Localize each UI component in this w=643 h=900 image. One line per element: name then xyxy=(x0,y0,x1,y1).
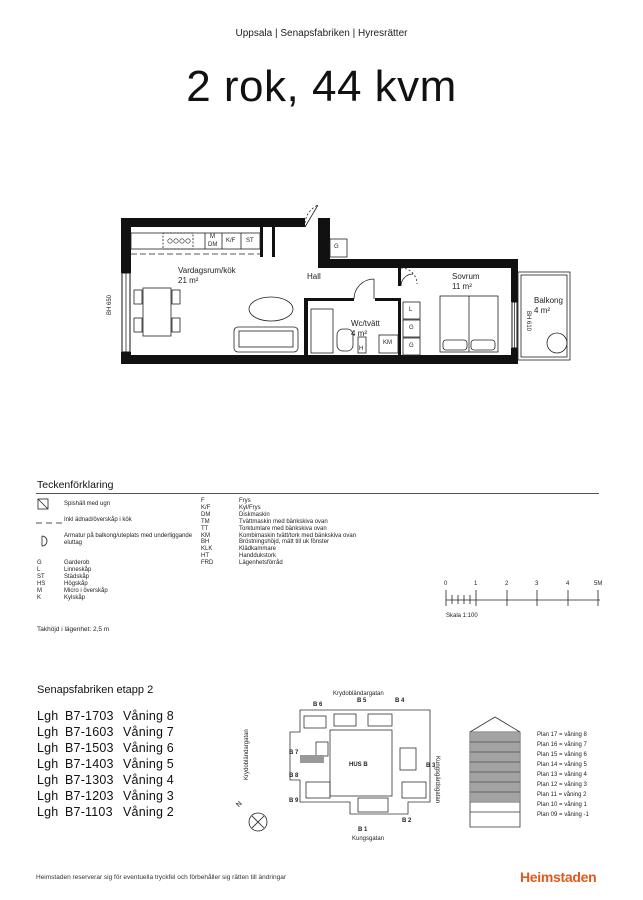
project-location: Uppsala | Senapsfabriken | Hyresrätter xyxy=(235,28,408,39)
scale-tick-5: 5M xyxy=(594,581,603,587)
highlighted-unit-marker xyxy=(300,755,324,763)
legend-right-code-row: KM Kombimaskin tvätt/tork med bänkskiva ovan xyxy=(201,532,357,539)
section-plan-list xyxy=(537,730,589,820)
unit-row: Lgh B7-1403 Våning 5 xyxy=(37,757,174,771)
legend-left-code-row: ST Städskåp xyxy=(37,573,90,580)
ceiling-height-note: Takhöjd i lägenhet: 2,5 m xyxy=(37,626,110,633)
section-plan-row: Plan 11 = våning 2 xyxy=(537,792,587,798)
fixture-label-g-bedroom-2: G xyxy=(409,343,414,349)
section-plan-row: Plan 13 = våning 4 xyxy=(537,772,587,778)
legend-symbol-label-stove: Spishäll med ugn xyxy=(64,501,111,507)
fixture-label-kf: K/F xyxy=(226,238,236,244)
legend-symbol-label-lamp: Armatur på balkong/uteplats med underliggande eluttag xyxy=(64,533,193,546)
section-plan-row: Plan 10 = våning 1 xyxy=(537,802,587,808)
legend-right-code-row: DM Diskmaskin xyxy=(201,511,270,518)
house-b1: B 1 xyxy=(358,827,368,833)
fixture-label-l: L xyxy=(409,307,413,313)
legend-divider xyxy=(36,493,599,494)
house-b5: B 5 xyxy=(357,698,367,704)
scale-tick-2: 2 xyxy=(505,581,509,587)
stove-legend-icon-diagonal xyxy=(38,499,48,509)
fixture-label-g-hall: G xyxy=(334,244,339,250)
unit-row: Lgh B7-1303 Våning 4 xyxy=(37,773,174,787)
legend-right-code-row: FRD Lägenhetsförråd xyxy=(201,560,283,567)
legend-right-code-row: KLK Klädkammare xyxy=(201,546,277,553)
legend-left-codes xyxy=(37,560,108,601)
house-b2: B 2 xyxy=(402,818,412,824)
legend-right-code-row: HT Handdukstork xyxy=(201,553,277,560)
compass-north-label: N xyxy=(235,800,244,809)
house-b8: B 8 xyxy=(289,773,299,779)
unit-row: Lgh B7-1203 Våning 3 xyxy=(37,789,174,803)
fixture-label-m: M xyxy=(210,234,215,240)
legend-right-codes xyxy=(201,498,356,567)
bh-label-right: BH 610 xyxy=(525,310,532,332)
street-right: Kungsgärdsgatan xyxy=(434,756,440,804)
scale-label: Skala 1:100 xyxy=(446,613,478,619)
building-section xyxy=(460,712,530,832)
room-label-balcony: Balkong 4 m² xyxy=(534,296,563,315)
legend-left-code-row: K Kylskåp xyxy=(37,594,86,601)
etapp-title: Senapsfabriken etapp 2 xyxy=(37,684,154,696)
house-b7: B 7 xyxy=(289,750,299,756)
unit-row: Lgh B7-1503 Våning 6 xyxy=(37,741,174,755)
unit-row: Lgh B7-1703 Våning 8 xyxy=(37,709,174,723)
site-plan xyxy=(230,690,445,850)
legend-symbols xyxy=(36,498,62,558)
street-bottom: Kungsgatan xyxy=(352,836,385,842)
section-plan-row: Plan 16 = våning 7 xyxy=(537,742,587,748)
street-left: Krydobländargatan xyxy=(244,729,250,780)
section-plan-row: Plan 15 = våning 6 xyxy=(537,752,587,758)
apartment-title: 2 rok, 44 kvm xyxy=(186,62,457,111)
room-label-bedroom: Sovrum 11 m² xyxy=(452,272,480,291)
street-top: Krydobländargatan xyxy=(333,691,384,697)
fixture-label-g-bedroom-1: G xyxy=(409,325,414,331)
disclaimer: Heimstaden reserverar sig för eventuella tryckfel och förbehåller sig rätten till ändringar xyxy=(36,874,287,881)
legend-right-code-row: K/F Kyl/Frys xyxy=(201,504,261,511)
legend-left-code-row: HS Högskåp xyxy=(37,580,88,587)
unit-row: Lgh B7-1103 Våning 2 xyxy=(37,805,174,819)
legend-left-code-row: M Micro i överskåp xyxy=(37,587,108,594)
legend-left-code-row: G Garderob xyxy=(37,560,90,566)
room-label-living: Vardagsrum/kök 21 m² xyxy=(178,266,236,285)
house-label: HUS B xyxy=(349,762,368,768)
fixture-label-st: ST xyxy=(246,238,254,244)
legend-left-code-row: L Linneskåp xyxy=(37,566,92,573)
heimstaden-logo: Heimstaden xyxy=(520,869,597,885)
scale-bar xyxy=(440,578,610,610)
bh-label-left: BH 650 xyxy=(107,294,114,316)
section-plan-row: Plan 09 = våning -1 xyxy=(537,812,589,818)
room-label-wc: Wc/tvätt 4 m² xyxy=(351,319,380,338)
fixture-label-h: H xyxy=(359,346,364,352)
room-label-hall: Hall xyxy=(307,272,321,281)
fixture-label-dm: DM xyxy=(208,242,218,248)
house-b3: B 3 xyxy=(426,763,436,769)
section-plan-row: Plan 17 = våning 8 xyxy=(537,732,587,738)
legend-right-code-row: BH Bröstningshöjd, mätt till uk fönster xyxy=(201,539,330,546)
house-b6: B 6 xyxy=(313,702,323,708)
house-b4: B 4 xyxy=(395,698,405,704)
section-plan-row: Plan 14 = våning 5 xyxy=(537,762,587,768)
scale-tick-0: 0 xyxy=(444,581,448,587)
legend-right-code-row: TT Torktumlare med bänkskiva ovan xyxy=(201,525,327,532)
fixture-label-km: KM xyxy=(383,340,392,346)
unit-row: Lgh B7-1603 Våning 7 xyxy=(37,725,174,739)
legend-right-code-row: F Frys xyxy=(201,498,251,504)
legend-symbol-label-cabinet: Inkl ädnad/överskåp i kök xyxy=(64,517,132,523)
house-b9: B 9 xyxy=(289,798,299,804)
scale-tick-4: 4 xyxy=(566,581,570,587)
scale-tick-3: 3 xyxy=(535,581,539,587)
lamp-legend-icon xyxy=(42,536,47,546)
scale-tick-1: 1 xyxy=(474,581,478,587)
legend-title: Teckenförklaring xyxy=(37,479,114,491)
legend-right-code-row: TM Tvättmaskin med bänkskiva ovan xyxy=(201,518,328,525)
section-plan-row: Plan 12 = våning 3 xyxy=(537,782,587,788)
highlighted-floors xyxy=(470,732,520,802)
